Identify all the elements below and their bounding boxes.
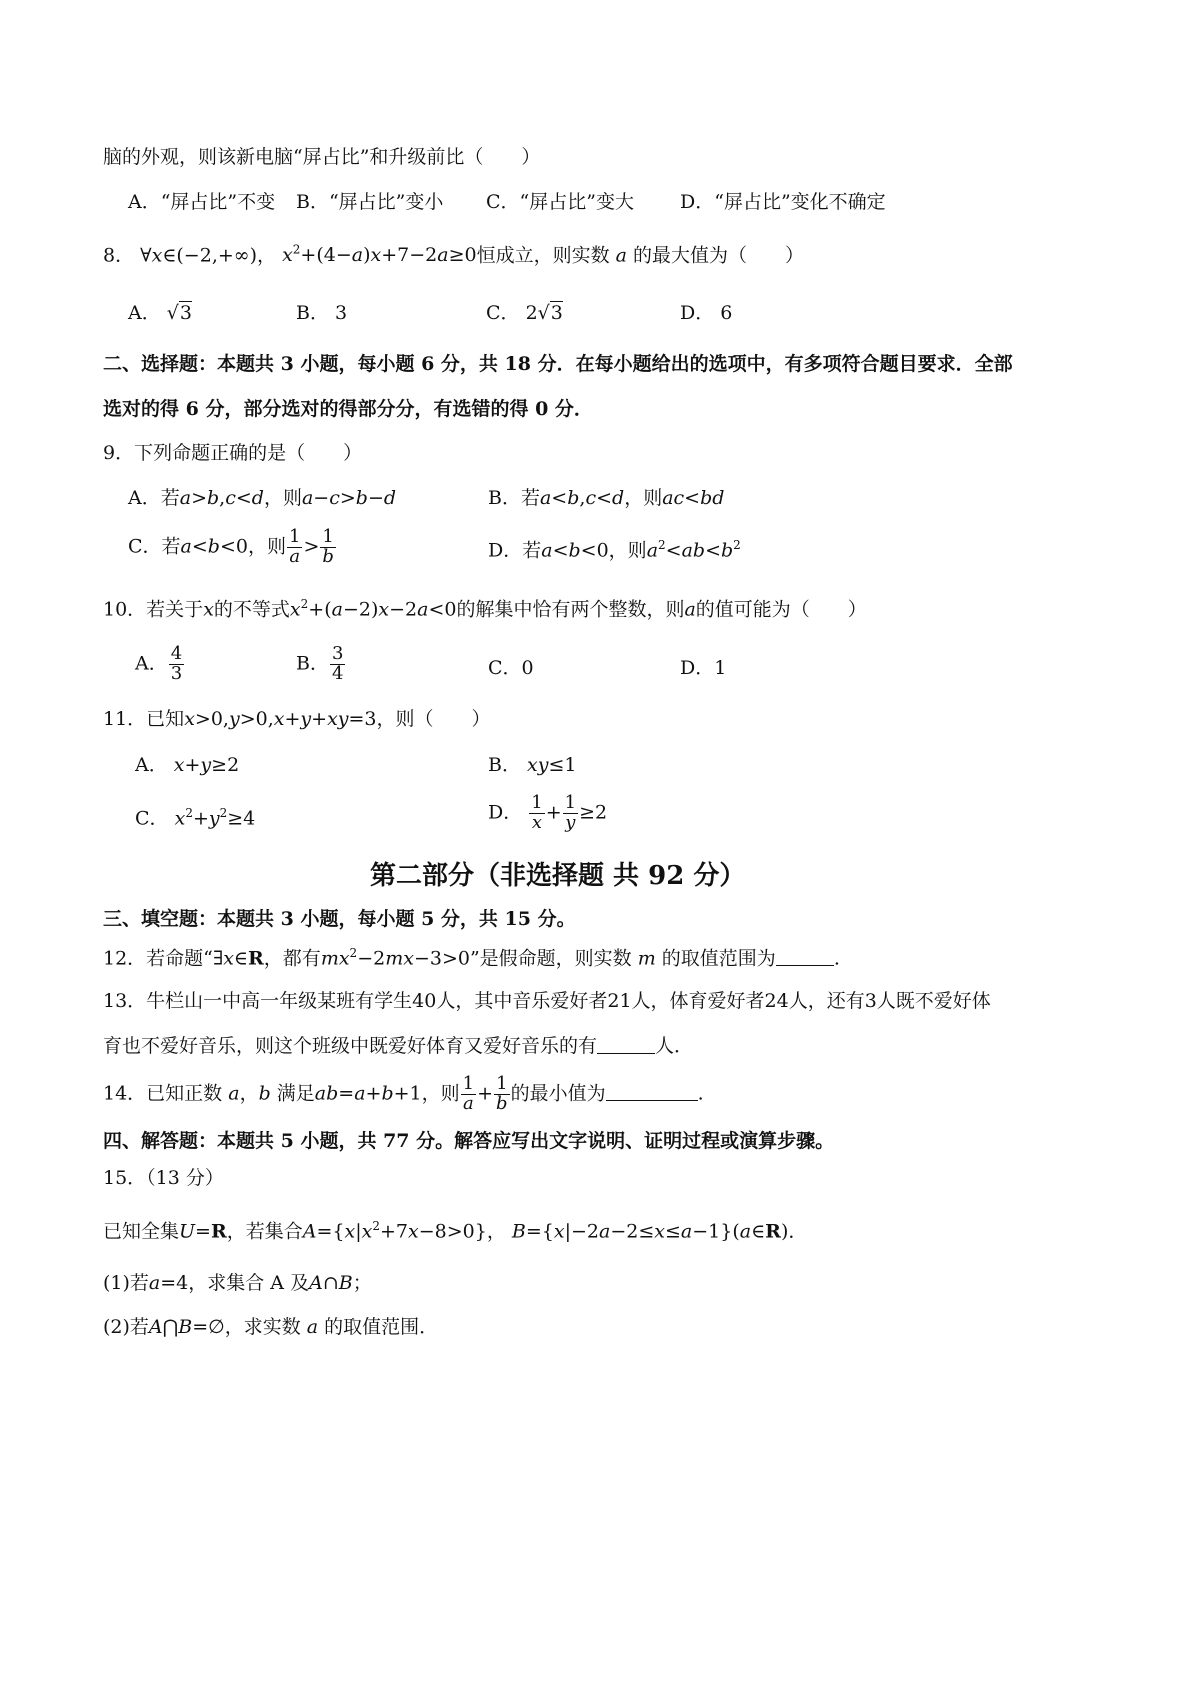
q10-option-b: B． $\frac{3}{4}$ [296, 643, 344, 684]
q9-option-c: C．若a<b<0，则 $\frac{1}{a}$ > $\frac{1}{b}$ [128, 526, 334, 567]
q9-option-d: D．若a<b<0，则$a^2<ab<b^2$ [488, 538, 741, 562]
q9-option-b: B．若a<b,c<d，则ac<bd [488, 487, 725, 509]
q13-line1: 13．牛栏山一中高一年级某班有学生40人，其中音乐爱好者21人，体育爱好者24人，还有3人既不爱好体 [103, 990, 991, 1012]
q8-option-b: B． 3 [296, 302, 348, 324]
q7-option-b: B．“屏占比”变小 [296, 191, 444, 213]
q7-option-a: A．“屏占比”不变 [128, 191, 276, 213]
q9-option-a: A．若a>b,c<d，则a−c>b−d [128, 487, 397, 509]
section3-instructions: 三、填空题：本题共 3 小题，每小题 5 分，共 15 分。 [103, 908, 576, 930]
q9-stem: 9．下列命题正确的是（ ） [103, 442, 363, 464]
q8-stem-tail: 恒成立，则实数 [476, 244, 610, 267]
q14-answer-blank[interactable] [606, 1081, 698, 1101]
q8-stem-end: 的最大值为（ ） [633, 244, 805, 267]
q8-stem: 8． ∀x∈(−2,+∞)， $x^2+(4-a)x+7-2a\ge 0$恒成立，则实数 a 的最大值为（ ） [103, 243, 805, 267]
q11-option-b: B． xy≤1 [488, 754, 577, 776]
q8-formula-inequality: $x^2+(4-a)x+7-2a\ge 0$ [282, 243, 477, 267]
q15-part2: (2)若A⋂B=∅，求实数 a 的取值范围． [103, 1316, 439, 1338]
q10-option-a: A． $\frac{4}{3}$ [135, 643, 183, 684]
part2-title: 第二部分（非选择题 共 92 分） [370, 861, 746, 891]
q14-stem: 14．已知正数 a，b 满足ab=a+b+1，则 $\frac{1}{a}$ + $\frac{1}{b}$ 的最小值为 . [103, 1073, 704, 1114]
q11-option-d: D． $\frac{1}{x}$ + $\frac{1}{y}$ ≥2 [488, 792, 608, 833]
q11-stem: 11．已知x>0,y>0,x+y+xy=3，则（ ） [103, 708, 491, 730]
q11-option-a: A． x+y≥2 [135, 754, 240, 776]
q15-part1: (1)若a=4，求集合 A 及A∩B； [103, 1272, 372, 1294]
q11-option-c: C． $x^2+y^2\ge 4$ [135, 806, 256, 830]
q13-line2: 育也不爱好音乐，则这个班级中既爱好体育又爱好音乐的有 人． [103, 1035, 694, 1057]
q8-formula-domain: ∀x∈(−2,+∞)， [140, 244, 277, 267]
q15-title: 15．（13 分） [103, 1167, 224, 1189]
q12-answer-blank[interactable] [776, 946, 834, 966]
q7-option-d: D．“屏占比”变化不确定 [680, 191, 886, 213]
section4-instructions: 四、解答题：本题共 5 小题，共 77 分。解答应写出文字说明、证明过程或演算步骤。 [103, 1130, 835, 1152]
q12-stem: 12．若命题“∃x∈R，都有$mx^2-2mx-3>0$”是假命题，则实数 m 的取值范围为 . [103, 946, 840, 970]
q8-number: 8． [103, 244, 135, 267]
q10-stem: 10．若关于x的不等式$x^2+(a-2)x-2a<0$的解集中恰有两个整数，则a的值可能为（ ） [103, 597, 867, 621]
q8-option-d: D． 6 [680, 302, 733, 324]
section2-instructions-line2: 选对的得 6 分，部分选对的得部分分，有选错的得 0 分． [103, 398, 593, 420]
q15-given: 已知全集U=R，若集合$A=\{x|x^2+7x-8>0\}$， B={x|−2a−2≤x≤a−1}(a∈R)． [103, 1219, 808, 1243]
q10-option-c: C．0 [488, 657, 534, 679]
q10-option-d: D．1 [680, 657, 727, 679]
q8-option-a: A． √3 [128, 302, 192, 324]
q13-answer-blank[interactable] [597, 1034, 655, 1054]
q8-option-c: C． 2√3 [486, 302, 563, 324]
q7-option-c: C．“屏占比”变大 [486, 191, 634, 213]
q7-stem-tail: 脑的外观，则该新电脑“屏占比”和升级前比（ ） [103, 146, 541, 168]
section2-instructions-line1: 二、选择题：本题共 3 小题，每小题 6 分，共 18 分．在每小题给出的选项中，有多项符合题目要求．全部 [103, 353, 1013, 375]
